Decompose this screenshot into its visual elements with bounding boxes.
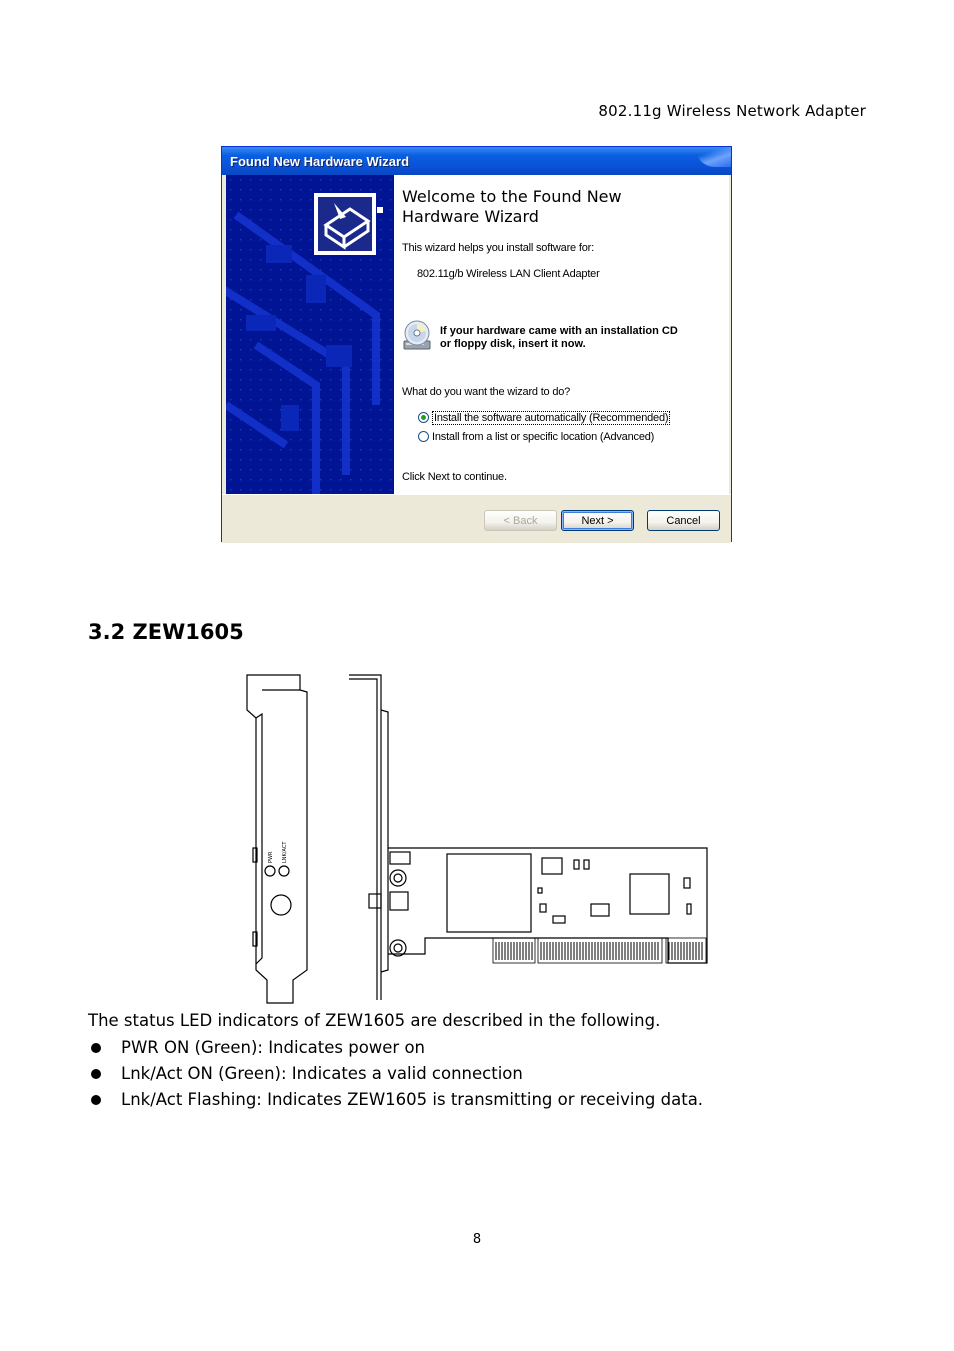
pwr-led-label: PWR bbox=[268, 851, 274, 863]
list-item bbox=[88, 1063, 703, 1089]
list-item bbox=[88, 1089, 703, 1115]
wizard-question: What do you want the wizard to do? bbox=[402, 386, 571, 398]
wizard-content-pane bbox=[394, 175, 729, 494]
wizard-banner-art bbox=[226, 175, 394, 494]
next-button[interactable]: Next > bbox=[561, 510, 634, 531]
cd-notice-line2: or floppy disk, insert it now. bbox=[440, 338, 586, 350]
list-item bbox=[88, 1037, 703, 1063]
wizard-button-bar bbox=[222, 494, 731, 543]
list-item-text: PWR ON (Green): Indicates power on bbox=[121, 1038, 426, 1057]
bullet-icon bbox=[91, 1069, 101, 1079]
wizard-intro-text: This wizard helps you install software for: bbox=[402, 242, 594, 254]
wizard-title: Found New Hardware Wizard bbox=[230, 154, 410, 169]
option-install-from-list[interactable] bbox=[418, 431, 654, 443]
led-status-list bbox=[88, 1037, 703, 1115]
option-install-automatically[interactable] bbox=[418, 412, 670, 424]
cd-notice-line1: If your hardware came with an installation CD bbox=[440, 325, 678, 337]
wizard-heading: Welcome to the Found New Hardware Wizard bbox=[402, 187, 622, 226]
bullet-icon bbox=[91, 1095, 101, 1105]
pci-card-board bbox=[369, 848, 707, 963]
list-item-text: Lnk/Act Flashing: Indicates ZEW1605 is transmitting or receiving data. bbox=[121, 1090, 704, 1109]
running-header: 802.11g Wireless Network Adapter bbox=[598, 102, 866, 120]
edge-connector-pins bbox=[496, 942, 702, 960]
adapter-diagram bbox=[240, 670, 720, 1010]
titlebar-flare bbox=[695, 147, 731, 167]
cancel-button[interactable]: Cancel bbox=[647, 510, 720, 531]
wizard-side-graphic bbox=[226, 175, 394, 494]
bracket-front-view bbox=[247, 675, 307, 1003]
continue-text: Click Next to continue. bbox=[402, 471, 507, 483]
device-name: 802.11g/b Wireless LAN Client Adapter bbox=[417, 268, 600, 280]
back-button[interactable]: < Back bbox=[484, 510, 557, 531]
led-description-intro: The status LED indicators of ZEW1605 are described in the following. bbox=[88, 1011, 661, 1030]
found-new-hardware-wizard-window bbox=[221, 146, 732, 542]
cd-disc-icon bbox=[402, 319, 434, 351]
option-label: Install from a list or specific location (Advanced) bbox=[432, 431, 655, 443]
wizard-titlebar[interactable] bbox=[222, 147, 731, 175]
radio-button-selected[interactable] bbox=[418, 412, 429, 423]
option-label: Install the software automatically (Recommended) bbox=[434, 412, 669, 424]
lnk-act-led-label: LNK/ACT bbox=[282, 841, 288, 863]
section-title: 3.2 ZEW1605 bbox=[88, 620, 244, 644]
zew1605-line-drawing bbox=[240, 670, 720, 1010]
radio-button[interactable] bbox=[418, 431, 429, 442]
bullet-icon bbox=[91, 1043, 101, 1053]
page-number: 8 bbox=[472, 1232, 482, 1247]
bracket-side-view bbox=[349, 675, 388, 1000]
list-item-text: Lnk/Act ON (Green): Indicates a valid connection bbox=[121, 1064, 523, 1083]
